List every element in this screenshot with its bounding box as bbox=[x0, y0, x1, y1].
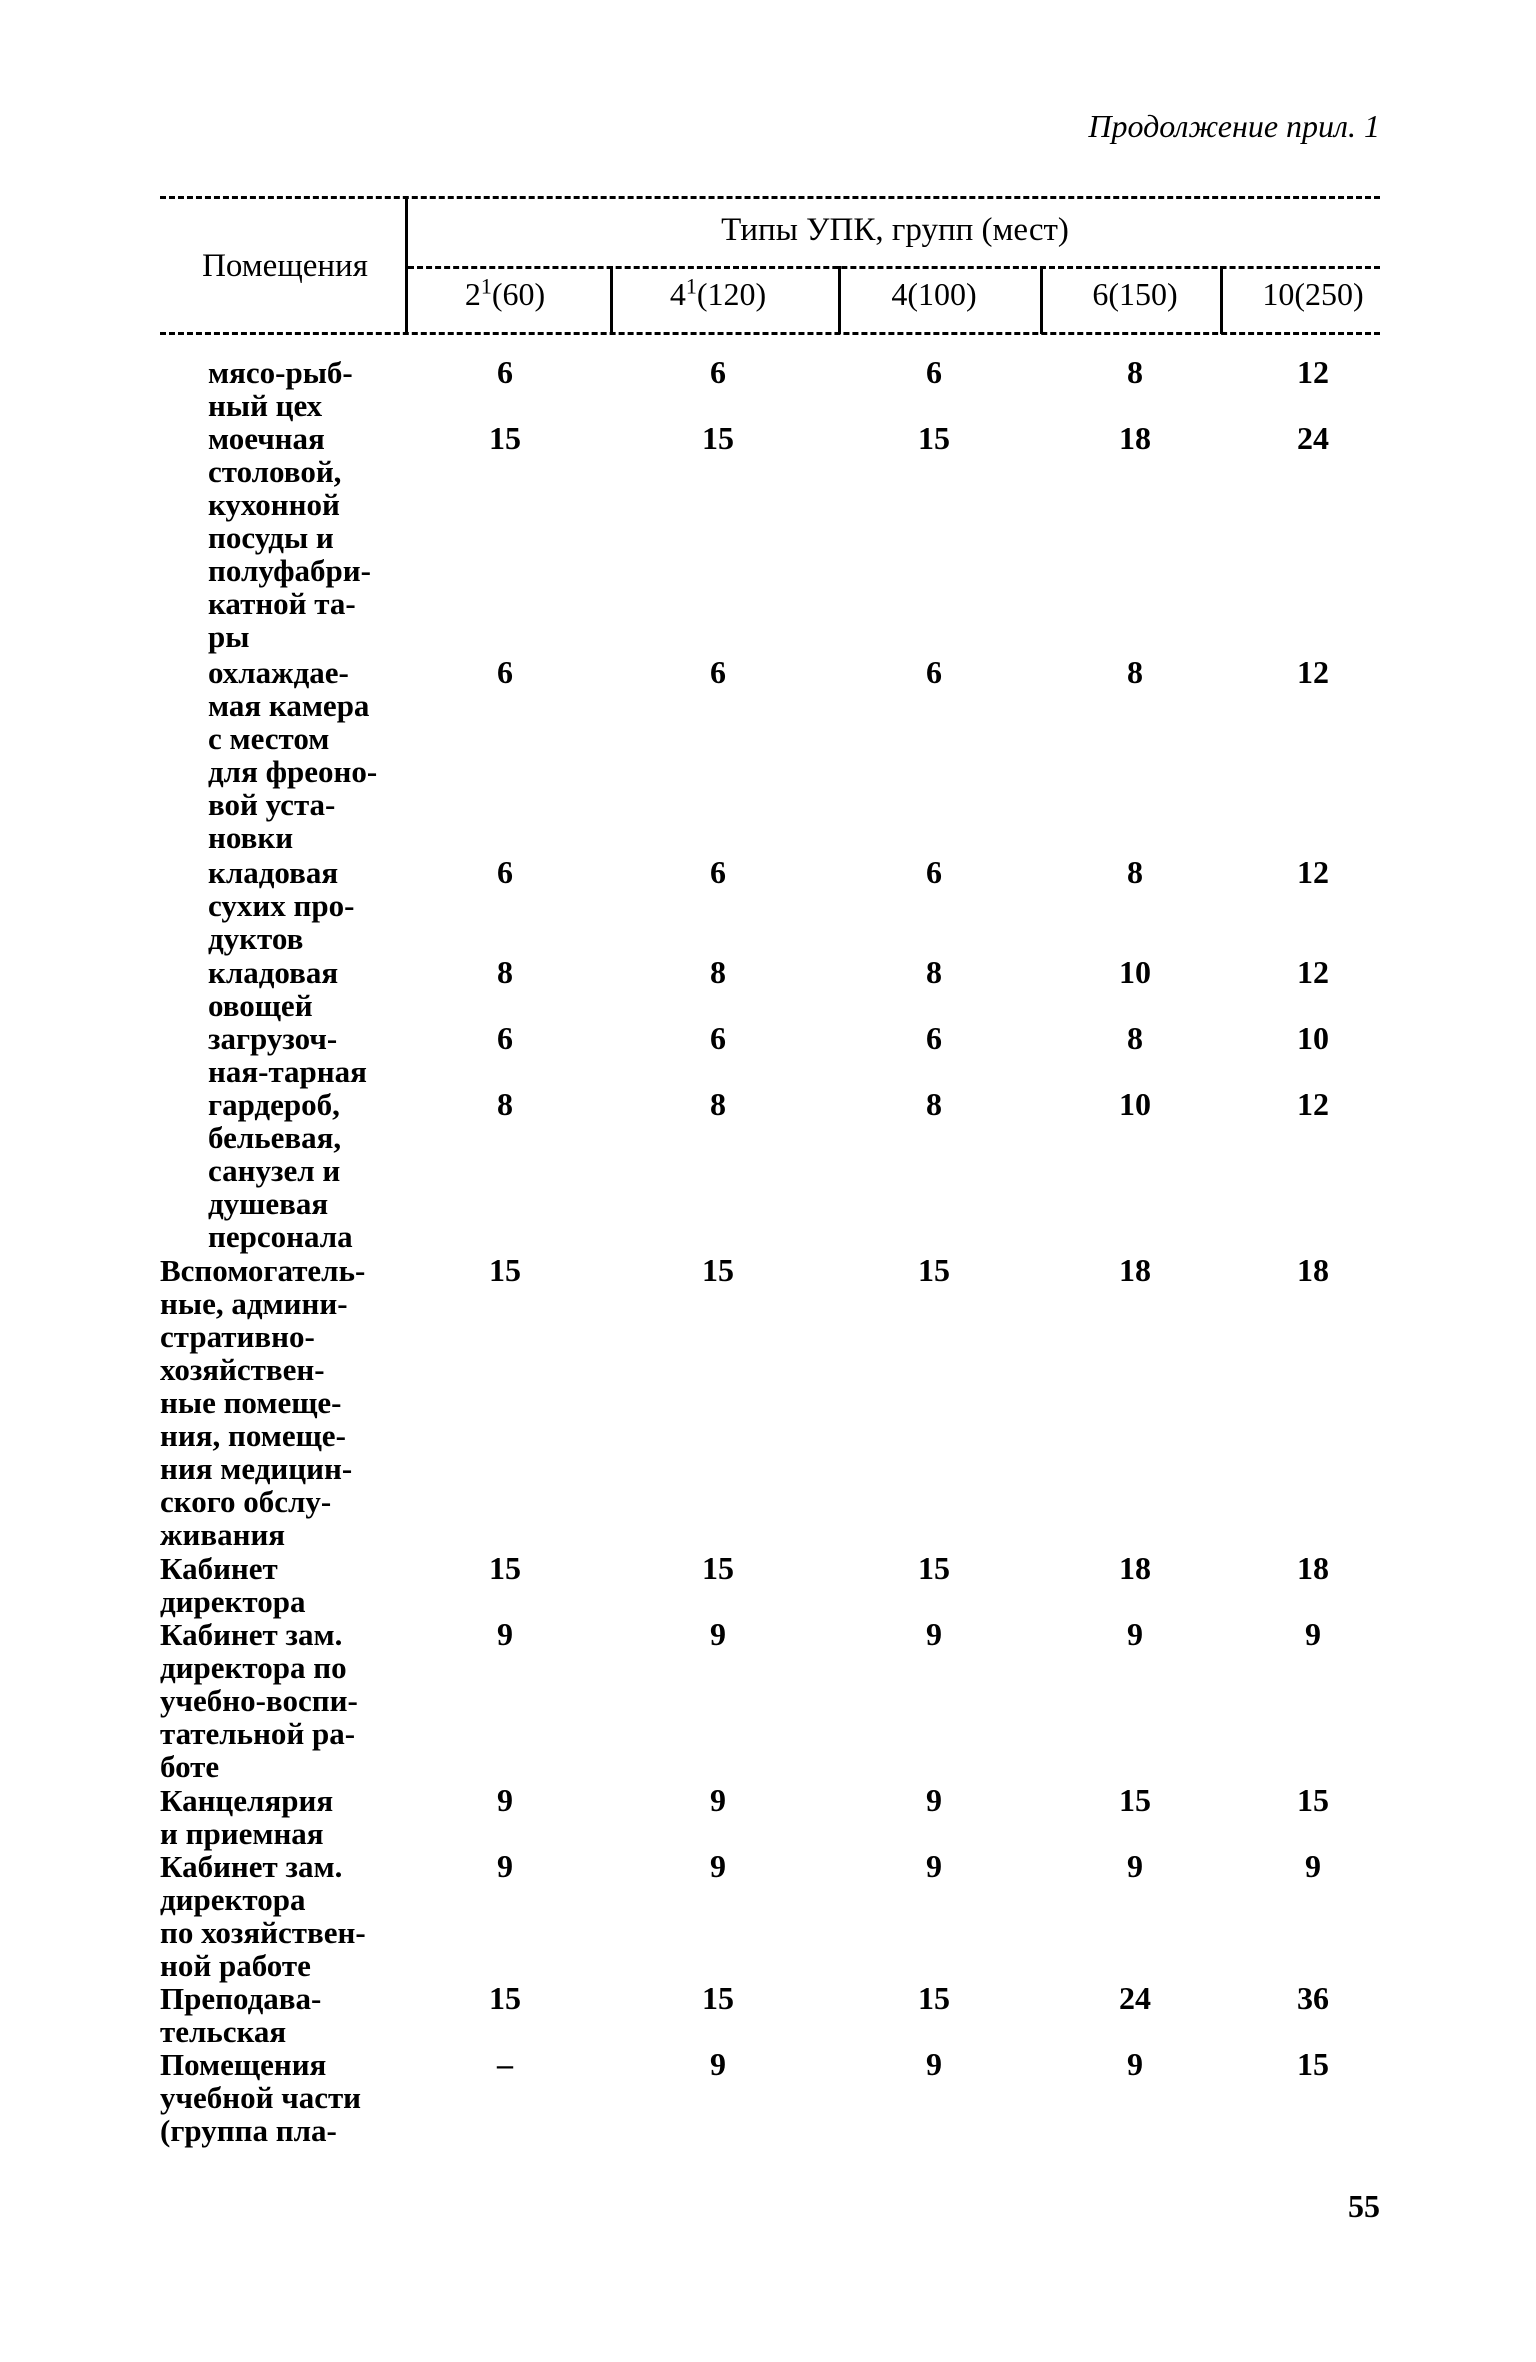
row-label: Преподава- тельская bbox=[160, 1981, 322, 2049]
table-cell: 9 bbox=[710, 1848, 726, 1884]
table-cell: 15 bbox=[702, 1550, 734, 1586]
table-cell: 15 bbox=[1297, 2046, 1329, 2082]
table-cell: 18 bbox=[1297, 1252, 1329, 1288]
table-cell: 18 bbox=[1119, 1550, 1151, 1586]
table-cell: 36 bbox=[1297, 1980, 1329, 2016]
table-cell: 9 bbox=[497, 1616, 513, 1652]
table-cell: 15 bbox=[702, 420, 734, 456]
table-cell: 12 bbox=[1297, 954, 1329, 990]
table-cell: 15 bbox=[489, 420, 521, 456]
table-cell: 6 bbox=[497, 654, 513, 690]
header-divider bbox=[405, 198, 408, 334]
table-cell: 9 bbox=[926, 1848, 942, 1884]
table-cell: 9 bbox=[497, 1848, 513, 1884]
table-cell: 9 bbox=[1127, 1616, 1143, 1652]
table-cell: 8 bbox=[1127, 654, 1143, 690]
row-label: кладовая сухих про- дуктов bbox=[208, 855, 355, 956]
row-label: охлаждае- мая камера с местом для фреоно- вой уста- новки bbox=[208, 655, 378, 855]
table-cell: 6 bbox=[497, 1020, 513, 1056]
table-cell: 6 bbox=[926, 354, 942, 390]
table-cell: 18 bbox=[1119, 420, 1151, 456]
table-cell: 15 bbox=[918, 1550, 950, 1586]
table-cell: 6 bbox=[497, 354, 513, 390]
table-cell: 6 bbox=[497, 854, 513, 890]
col-divider-1 bbox=[610, 266, 613, 334]
table-cell: 8 bbox=[710, 954, 726, 990]
column-header: 10(250) bbox=[1262, 276, 1364, 312]
table-cell: 15 bbox=[918, 1980, 950, 2016]
table-cell: 12 bbox=[1297, 854, 1329, 890]
row-label: загрузоч- ная-тарная bbox=[208, 1021, 367, 1089]
table-cell: 24 bbox=[1119, 1980, 1151, 2016]
table-cell: 15 bbox=[1119, 1782, 1151, 1818]
table-cell: 9 bbox=[1305, 1616, 1321, 1652]
table-cell: 8 bbox=[1127, 354, 1143, 390]
table-cell: 6 bbox=[710, 654, 726, 690]
table-cell: 8 bbox=[497, 1086, 513, 1122]
table-cell: 8 bbox=[497, 954, 513, 990]
table-cell: 18 bbox=[1119, 1252, 1151, 1288]
table-cell: 9 bbox=[926, 2046, 942, 2082]
table-cell: 6 bbox=[926, 654, 942, 690]
row-label: Канцелярия и приемная bbox=[160, 1783, 334, 1851]
row-label: Кабинет зам. директора по учебно-воспи- тательной ра- боте bbox=[160, 1617, 358, 1784]
table-cell: 9 bbox=[926, 1782, 942, 1818]
table-cell: 15 bbox=[918, 420, 950, 456]
row-label: мясо-рыб- ный цех bbox=[208, 355, 353, 423]
table-cell: 12 bbox=[1297, 354, 1329, 390]
table-cell: 9 bbox=[1305, 1848, 1321, 1884]
row-label: моечная столовой, кухонной посуды и полуфабри- катной та- ры bbox=[208, 421, 371, 654]
table-cell: 9 bbox=[710, 1616, 726, 1652]
table-cell: – bbox=[497, 2046, 513, 2082]
table-cell: 9 bbox=[1127, 1848, 1143, 1884]
table-cell: 8 bbox=[710, 1086, 726, 1122]
row-label: Помещения учебной части (группа пла- bbox=[160, 2047, 362, 2148]
page-number: 55 bbox=[1348, 2188, 1380, 2224]
header-mid-rule bbox=[408, 266, 1380, 269]
row-label: кладовая овощей bbox=[208, 955, 339, 1023]
table-cell: 8 bbox=[1127, 854, 1143, 890]
table-cell: 15 bbox=[489, 1252, 521, 1288]
table-cell: 15 bbox=[918, 1252, 950, 1288]
table-cell: 15 bbox=[489, 1550, 521, 1586]
row-header: Помещения bbox=[202, 248, 368, 284]
column-header: $2^1(60)$ bbox=[464, 273, 546, 312]
table-cell: 9 bbox=[926, 1616, 942, 1652]
table-top-rule bbox=[160, 196, 1380, 199]
header-bottom-rule bbox=[160, 332, 1380, 335]
table-cell: 10 bbox=[1297, 1020, 1329, 1056]
row-label: Вспомогатель- ные, админи- стративно- хозяйствен- ные помеще- ния, помеще- ния медицин- ского обслу- живания bbox=[160, 1253, 366, 1552]
table-cell: 10 bbox=[1119, 1086, 1151, 1122]
table-cell: 6 bbox=[710, 1020, 726, 1056]
table-cell: 12 bbox=[1297, 654, 1329, 690]
table-cell: 6 bbox=[926, 1020, 942, 1056]
table-cell: 6 bbox=[710, 854, 726, 890]
table-cell: 24 bbox=[1297, 420, 1329, 456]
table-cell: 15 bbox=[489, 1980, 521, 2016]
table-cell: 15 bbox=[702, 1252, 734, 1288]
column-header: $4^1(120)$ bbox=[669, 273, 767, 312]
row-label: Кабинет зам. директора по хозяйствен- ной работе bbox=[160, 1849, 366, 1983]
table-cell: 15 bbox=[702, 1980, 734, 2016]
table-cell: 10 bbox=[1119, 954, 1151, 990]
column-header: 4(100) bbox=[891, 276, 977, 312]
row-label: Кабинет директора bbox=[160, 1551, 306, 1619]
table-cell: 8 bbox=[1127, 1020, 1143, 1056]
row-label: гардероб, бельевая, санузел и душевая персонала bbox=[208, 1087, 353, 1254]
table-cell: 12 bbox=[1297, 1086, 1329, 1122]
group-header: Типы УПК, групп (мест) bbox=[721, 212, 1069, 248]
table-cell: 9 bbox=[497, 1782, 513, 1818]
table-cell: 18 bbox=[1297, 1550, 1329, 1586]
table-cell: 9 bbox=[1127, 2046, 1143, 2082]
table-cell: 8 bbox=[926, 954, 942, 990]
running-head: Продолжение прил. 1 bbox=[1088, 108, 1380, 144]
column-header: 6(150) bbox=[1092, 276, 1178, 312]
table-cell: 15 bbox=[1297, 1782, 1329, 1818]
table-cell: 6 bbox=[926, 854, 942, 890]
table-cell: 6 bbox=[710, 354, 726, 390]
table-cell: 9 bbox=[710, 1782, 726, 1818]
table-cell: 8 bbox=[926, 1086, 942, 1122]
table-cell: 9 bbox=[710, 2046, 726, 2082]
